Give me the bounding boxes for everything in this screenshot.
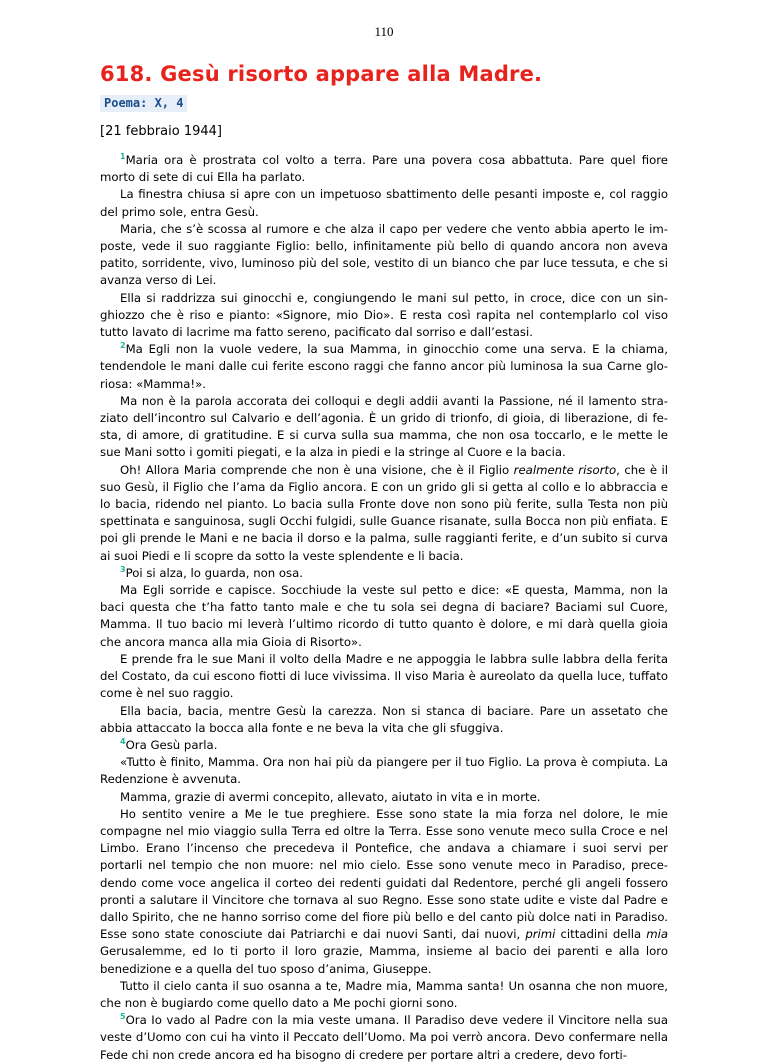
italic-text: primi	[525, 927, 556, 942]
paragraph	[100, 978, 668, 1012]
verse-number: 3	[120, 564, 126, 574]
paragraph	[100, 703, 668, 737]
paragraph-text: Ella bacia, bacia, mentre Gesù la carezza. Non si stanca di baciare. Pare un assetato che abbia attaccato la bocca alla fonte e ne beva la vita che gli sfuggiva.	[100, 703, 668, 735]
source-reference: Poema: X, 4	[100, 95, 187, 112]
paragraph-text: E prende fra le sue Mani il volto della Madre e ne appoggia le labbra sulle labbra della ferita del Costato, da cui escono fiotti di luce vivissima. Il viso Maria è aureolato da quella luce, tuffato come è nel suo raggio.	[100, 651, 668, 701]
paragraph-text: Tutto il cielo canta il suo osanna a te, Madre mia, Mamma santa! Un osanna che non muore, che non è bugiardo come quello dato a Me pochi giorni sono.	[100, 978, 668, 1010]
paragraph	[100, 186, 668, 220]
paragraph-text: Ma Egli non la vuole vedere, la sua Mamma, in ginocchio come una serva. E la chiama, tendendole le mani dalle cui ferite escono raggi che fanno ancor più luminosa la sua Carne gloriosa: «Mamma!».	[100, 342, 668, 391]
paragraph-text: Oh! Allora Maria comprende che non è una visione, che è il Figlio	[120, 462, 514, 477]
verse-number: 2	[120, 341, 126, 351]
paragraph-text: Ho sentito venire a Me le tue preghiere. Esse sono state la mia forza nel dolore, le mie compagne nel mio viaggio sulla Terra ed oltre la Terra. Esse sono venute meco sulla Croce e nel Limbo. Erano l’incenso che precedeva il Pontefice, che andava a chiamare i suoi servi per portarli nel tempio che non muore: nel mio cielo. Esse sono venute meco in Paradiso, precedendo come voce angelica il corteo dei redenti guidati dal Redentore, perché gli angeli fossero pronti a salutare il Vincitore che tornava al suo Regno. Esse sono state udite e viste dal Padre e dallo Spirito, che ne hanno sorriso come del fiore più bello e del canto più dolce nati in Paradiso. Esse sono state conosciute dai Patriarchi e dai nuovi Santi, dai nuovi,	[100, 806, 668, 942]
paragraph-text: Gerusalemme, ed Io ti porto il loro grazie, Mamma, insieme al bacio dei parenti e alla loro benedizione e a quella del tuo sposo d’anima, Giuseppe.	[100, 944, 668, 976]
paragraph	[100, 582, 668, 651]
paragraph	[100, 290, 668, 342]
page-number: 110	[374, 24, 394, 39]
paragraph-text: Ora Io vado al Padre con la mia veste umana. Il Paradiso deve vedere il Vincitore nella sua veste d’Uomo con cui ha vinto il Peccato dell’Uomo. Ma poi verrò ancora. Devo confermare nella Fede chi non crede ancora ed ha bisogno di credere per portare altri a credere, devo forti-	[100, 1013, 668, 1062]
paragraph	[100, 393, 668, 462]
paragraph-text: Poi si alza, lo guarda, non osa.	[125, 565, 304, 580]
paragraph	[100, 789, 668, 806]
verse-number: 5	[120, 1012, 126, 1022]
paragraph-text: Ella si raddrizza sui ginocchi e, congiungendo le mani sul petto, in croce, dice con un singhiozzo che è riso e pianto: «Signore, mio Dio». E resta così rapita nel contemplarlo col viso tutto lavato di lacrime ma fatto sereno, pacificato dal sorriso e dall’estasi.	[100, 290, 668, 340]
paragraph	[100, 565, 668, 582]
italic-text: realmente risorto	[513, 462, 617, 477]
paragraph-text: Mamma, grazie di avermi concepito, allevato, aiutato in vita e in morte.	[120, 789, 541, 804]
paragraph-text: «Tutto è finito, Mamma. Ora non hai più da piangere per il tuo Figlio. La prova è compiuta. La Redenzione è avvenuta.	[100, 755, 668, 787]
paragraph-text: cittadini della	[555, 927, 647, 942]
paragraph-text: La finestra chiusa si apre con un impetuoso sbattimento delle pesanti imposte e, col raggio del primo sole, entra Gesù.	[100, 187, 668, 219]
paragraph-text: Maria ora è prostrata col volto a terra. Pare una povera cosa abbattuta. Pare quel fiore morto di sete di cui Ella ha parlato.	[100, 153, 668, 185]
verse-number: 4	[120, 736, 126, 746]
chapter-title: 618. Gesù risorto appare alla Madre.	[100, 62, 543, 86]
paragraph-text: Ora Gesù parla.	[125, 737, 218, 752]
paragraph	[100, 1012, 668, 1064]
paragraph	[100, 737, 668, 754]
paragraph	[100, 651, 668, 703]
body-text	[100, 152, 668, 1064]
paragraph	[100, 152, 668, 186]
paragraph-text: Maria, che s’è scossa al rumore e che alza il capo per vedere che vento abbia aperto le imposte, vede il suo raggiante Figlio: bello, infinitamente più bello di quando ancora non aveva patito, sorridente, vivo, luminoso più del sole, vestito di un bianco che par luce tessuta, e che si avanza verso di Lei.	[100, 221, 668, 288]
verse-number: 1	[120, 152, 126, 161]
paragraph	[100, 806, 668, 978]
paragraph-text: Ma Egli sorride e capisce. Socchiude la veste sul petto e dice: «E questa, Mamma, non la baci questa che t’ha fatto tanto male e che tu sola sei degna di baciare? Baciami sul Cuore, Mamma. Il tuo bacio mi leverà l’ultimo ricordo di tutto quanto è dolore, e mi darà quella gioia che ancora manca alla mia Gioia di Risorto».	[100, 583, 668, 649]
paragraph	[100, 462, 668, 565]
italic-text: mia	[646, 927, 669, 942]
paragraph	[100, 754, 668, 788]
paragraph-text: , che è il suo Gesù, il Figlio che l’ama da Figlio ancora. E con un grido gli si getta al collo e lo abbraccia e lo bacia, ridendo nel pianto. Lo bacia sulla Fronte dove non sono più ferite, sulla Testa non più spettinata e sanguinosa, sugli Occhi fulgidi, sulle Guance risanate, sulla Bocca non più enfiata. E poi gli prende le Mani e ne bacia il dorso e la palma, sulle raggianti ferite, e d’un subito si curva ai suoi Piedi e li scopre da sotto la veste splendente e li bacia.	[100, 462, 668, 563]
paragraph	[100, 341, 668, 393]
paragraph-text: Ma non è la parola accorata dei colloqui e degli addii avanti la Passione, né il lamento straziato dell’incontro sul Calvario e dell’agonia. È un grido di trionfo, di gioia, di liberazione, di festa, di amore, di gratitudine. E si curva sulla sua mamma, che non osa toccarlo, e le mette le sue Mani sotto i gomiti piegati, e la alza in piedi e la stringe al Cuore e la bacia.	[100, 393, 668, 460]
date-line: [21 febbraio 1944]	[100, 124, 222, 139]
paragraph	[100, 221, 668, 290]
